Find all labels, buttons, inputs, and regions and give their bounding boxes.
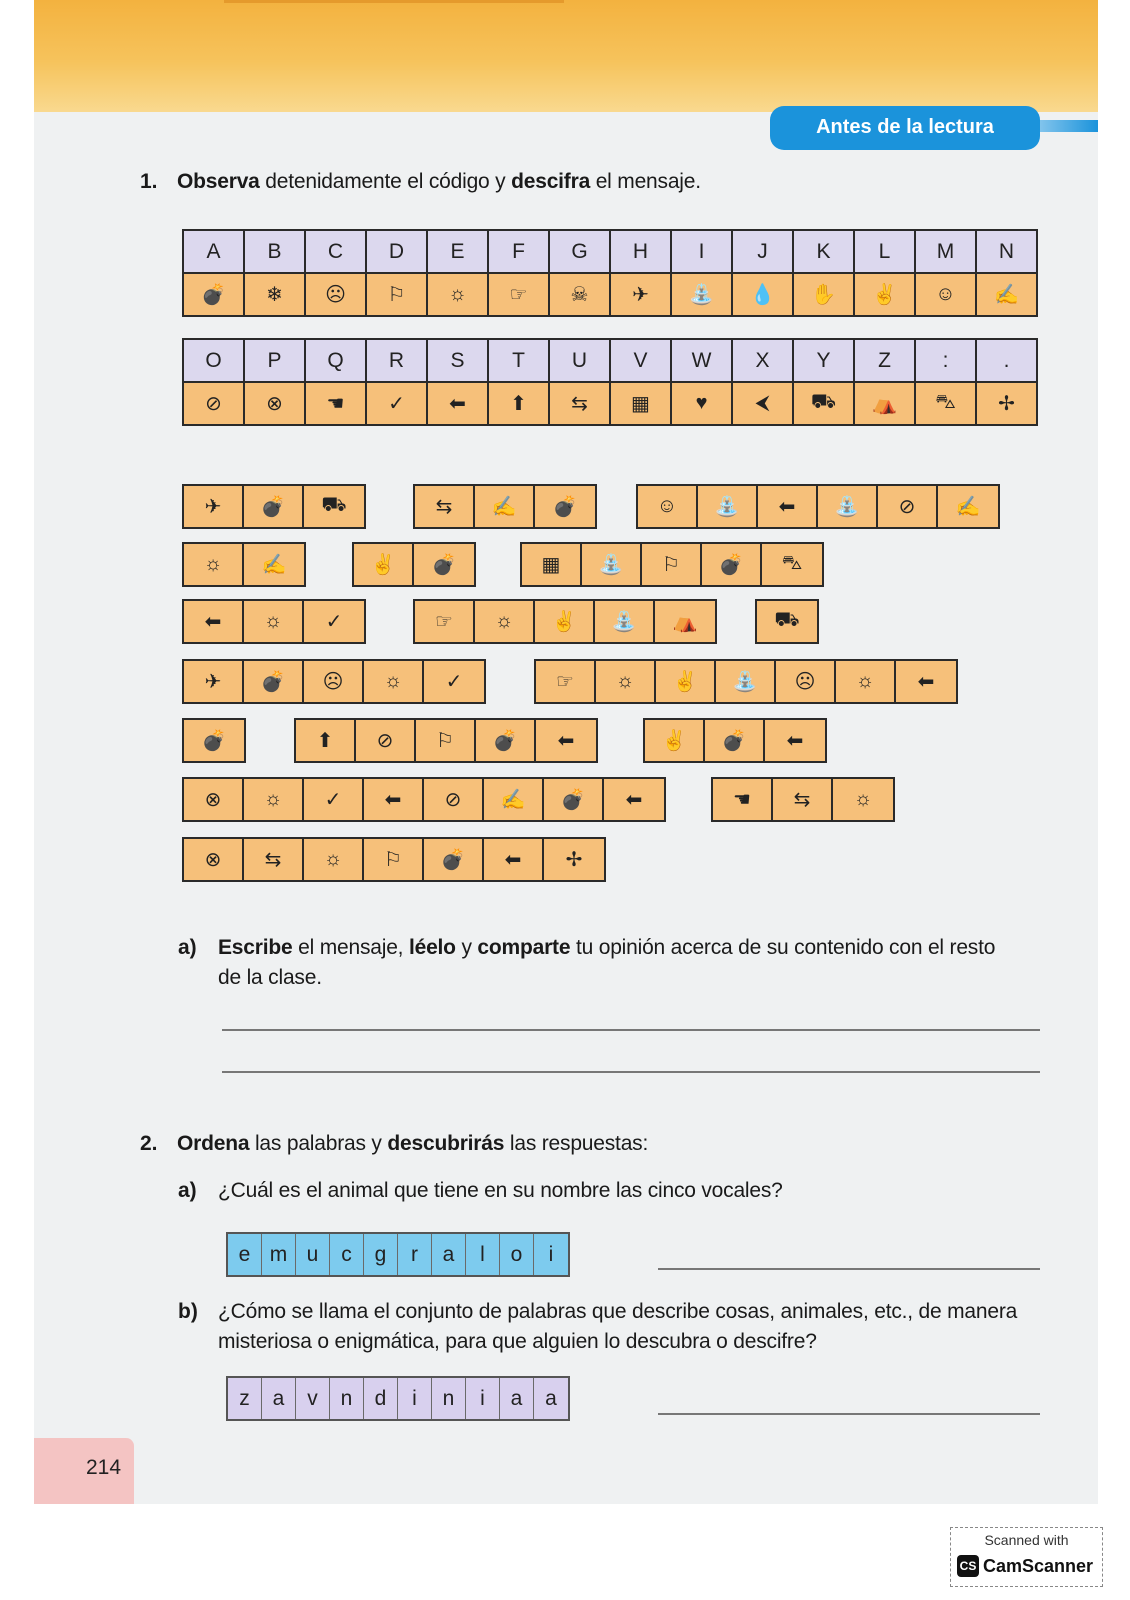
key-symbol-cell: ♥ [671,382,732,425]
key-letter-cell: E [427,230,488,273]
encoded-word [520,542,824,587]
key-symbol-cell: ☺ [915,273,976,316]
header-band [34,0,1098,112]
key-symbol-cell: ⮜ [732,382,793,425]
encoded-symbol: 💣 [702,544,762,585]
encoded-word [711,777,895,822]
scrambled-letter: a [262,1378,296,1419]
encoded-symbol: ✍ [261,554,287,576]
key-symbol-cell: ⇆ [549,382,610,425]
encoded-symbol: ⛲ [716,661,776,702]
key-letter-cell: S [427,339,488,382]
encoded-symbol: ✍ [475,486,535,527]
encoded-symbol: ✍ [484,779,544,820]
encoded-symbol: ⬅ [364,779,424,820]
encoded-symbol: ⛺ [672,611,698,633]
encoded-symbol: ☼ [184,544,244,585]
key-symbol-cell: ✍ [976,273,1037,316]
encoded-symbol: ✌ [354,544,414,585]
key-symbol-cell: ❄ [244,273,305,316]
encoded-symbol: ☼ [364,661,424,702]
scrambled-letter: z [228,1378,262,1419]
key-letter-cell: I [671,230,732,273]
key-symbol-cell: ☞ [488,273,549,316]
encoded-symbol: ⊘ [424,779,484,820]
section-tab: Antes de la lectura [770,106,1040,150]
encoded-symbol: 💣 [476,720,536,761]
key-symbol-cell: ☼ [427,273,488,316]
encoded-symbol: 💣 [424,839,484,880]
key-letter-cell: R [366,339,427,382]
key-symbol-cell: ✌ [854,273,915,316]
encoded-word [294,718,598,763]
encoded-symbol: ⛲ [595,601,655,642]
encoded-symbol: ✌ [535,601,595,642]
encoded-symbol: ⬅ [484,839,544,880]
key-letter-cell: L [854,230,915,273]
key-letter-cell: B [244,230,305,273]
scrambled-letter: i [466,1378,500,1419]
key-symbol-cell: 💣 [183,273,244,316]
q1-instruction: Observa detenidamente el código y descifra el mensaje. [177,170,701,193]
key-letter-cell: V [610,339,671,382]
encoded-symbol: ✍ [955,496,981,518]
encoded-symbol: ⛟ [321,494,347,516]
encoded-symbol: ✌ [645,720,705,761]
encoded-symbol: ⬅ [625,789,643,811]
key-symbol-cell: ☹ [305,273,366,316]
encoded-symbol: ✓ [445,671,463,693]
encoded-symbol: ⇆ [244,839,304,880]
key-symbol-cell: ⊗ [244,382,305,425]
key-symbol-cell: ⚐ [366,273,427,316]
key-letter-cell: Y [793,339,854,382]
encoded-symbol: 💣 [552,496,578,518]
scrambled-letter: m [262,1234,296,1275]
encoded-symbol: ☼ [596,661,656,702]
encoded-symbol: ⊗ [184,779,244,820]
answer-line-2[interactable] [222,1071,1040,1073]
scrambled-letter: r [398,1234,432,1275]
scrambled-letter: a [500,1378,534,1419]
key-symbol-cell: 💧 [732,273,793,316]
encoded-symbol: ☞ [415,601,475,642]
scrambled-letter: v [296,1378,330,1419]
scrambled-letter: i [548,1242,554,1266]
key-letter-cell: X [732,339,793,382]
scrambled-letter: o [500,1234,534,1275]
key-symbol-cell: ⛺ [854,382,915,425]
q2a-question: ¿Cuál es el animal que tiene en su nombre las cinco vocales? [218,1179,783,1202]
encoded-symbol: ⊗ [184,839,244,880]
encoded-symbol: ⬅ [917,671,935,693]
camscanner-name: CamScanner [983,1555,1094,1576]
answer-line-1[interactable] [222,1029,1040,1031]
scrambled-letter: d [364,1378,398,1419]
key-symbol-cell: ✢ [976,382,1037,425]
encoded-symbol: ☼ [244,601,304,642]
key-symbol-cell: ⛟ [793,382,854,425]
key-letter-cell: J [732,230,793,273]
camscanner-badge [950,1527,1103,1587]
key-symbol-cell: ⬅ [427,382,488,425]
encoded-symbol: 💣 [705,720,765,761]
encoded-symbol: ⛲ [582,544,642,585]
scrambled-letters-a [226,1232,570,1277]
encoded-symbol: ✓ [304,779,364,820]
key-symbol-cell: ⛲ [671,273,732,316]
tab-stripe [1034,120,1098,132]
key-symbol-cell: ☚ [305,382,366,425]
scrambled-letter: g [364,1234,398,1275]
encoded-symbol: ✈ [184,486,244,527]
key-letter-cell: C [305,230,366,273]
encoded-symbol: 💣 [544,779,604,820]
encoded-symbol: ☼ [475,601,535,642]
key-letter-cell: H [610,230,671,273]
key-letter-cell: O [183,339,244,382]
key-letter-cell: W [671,339,732,382]
key-letter-cell: . [976,339,1037,382]
encoded-symbol: ⬅ [557,730,575,752]
encoded-symbol: ☹ [776,661,836,702]
encoded-word [755,599,819,644]
encoded-word [413,599,717,644]
encoded-word [182,659,486,704]
scrambled-letters-b [226,1376,570,1421]
encoded-word [643,718,827,763]
scrambled-letter: n [330,1378,364,1419]
encoded-symbol: ☞ [536,661,596,702]
answer-line-q2a[interactable] [658,1268,1040,1270]
encoded-word [182,777,666,822]
encoded-symbol: ☼ [244,779,304,820]
key-symbol-cell: ⬆ [488,382,549,425]
encoded-symbol: ⬆ [296,720,356,761]
scrambled-letter: a [432,1234,466,1275]
encoded-symbol: ⛍ [781,552,803,574]
q2b-label: b) [178,1300,198,1323]
scrambled-letter: c [330,1234,364,1275]
key-letter-cell: : [915,339,976,382]
encoded-symbol: ⊘ [878,486,938,527]
encoded-symbol: ▦ [522,544,582,585]
encoded-word [636,484,1000,529]
key-letter-cell: Q [305,339,366,382]
encoded-symbol: ⇆ [773,779,833,820]
encoded-word [182,542,306,587]
encoded-symbol: ⬅ [758,486,818,527]
encoded-symbol: ⇆ [415,486,475,527]
encoded-word [182,837,606,882]
encoded-symbol: ⛲ [818,486,878,527]
q2-number: 2. [140,1132,158,1155]
encoded-symbol: ⬅ [786,730,804,752]
key-letter-cell: K [793,230,854,273]
encoded-symbol: ✌ [656,661,716,702]
q1-number: 1. [140,170,158,193]
answer-line-q2b[interactable] [658,1413,1040,1415]
encoded-symbol: ☼ [304,839,364,880]
scrambled-letter: l [466,1234,500,1275]
encoded-symbol: 💣 [244,661,304,702]
encoded-symbol: ⚐ [642,544,702,585]
key-letter-cell: M [915,230,976,273]
q1a-text: Escribe el mensaje, léelo y comparte tu opinión acerca de su contenido con el resto de la clase. [218,936,996,989]
encoded-symbol: ⚐ [364,839,424,880]
key-letter-cell: D [366,230,427,273]
encoded-word [352,542,476,587]
encoded-word [182,718,246,763]
encoded-symbol: ☚ [713,779,773,820]
q2a-label: a) [178,1179,197,1202]
scrambled-letter: e [228,1234,262,1275]
key-symbol-cell: ☠ [549,273,610,316]
key-letter-cell: F [488,230,549,273]
encoded-symbol: ⬅ [184,601,244,642]
key-letter-cell: T [488,339,549,382]
encoded-symbol: ✢ [565,849,583,871]
key-letter-cell: G [549,230,610,273]
cipher-key-table-1 [182,229,1038,317]
key-symbol-cell: ✓ [366,382,427,425]
key-letter-cell: N [976,230,1037,273]
key-symbol-cell: ▦ [610,382,671,425]
encoded-symbol: ⛲ [698,486,758,527]
key-letter-cell: U [549,339,610,382]
q1a-label: a) [178,936,197,959]
q2b-question: ¿Cómo se llama el conjunto de palabras que describe cosas, animales, etc., de manera misteriosa o enigmática, para que alguien lo descubra o descifre? [218,1300,1018,1353]
key-letter-cell: A [183,230,244,273]
key-symbol-cell: ✈ [610,273,671,316]
encoded-word [413,484,597,529]
encoded-symbol: ☺ [638,486,698,527]
encoded-symbol: ⚐ [416,720,476,761]
scrambled-letter: a [545,1386,557,1410]
camscanner-logo-icon: CS [957,1555,979,1577]
key-symbol-cell: ✋ [793,273,854,316]
key-symbol-cell: ⛍ [915,382,976,425]
key-symbol-cell: ⊘ [183,382,244,425]
encoded-word [182,599,366,644]
q2-instruction: Ordena las palabras y descubrirás las respuestas: [177,1132,649,1155]
page-number: 214 [86,1456,122,1479]
encoded-symbol: 💣 [431,554,457,576]
scrambled-letter: u [296,1234,330,1275]
encoded-symbol: ☹ [304,661,364,702]
encoded-symbol: ☼ [853,788,873,810]
encoded-symbol: ✓ [325,611,343,633]
encoded-word [182,484,366,529]
encoded-symbol: ⛟ [774,609,800,631]
encoded-symbol: 💣 [244,486,304,527]
encoded-word [534,659,958,704]
encoded-symbol: ⊘ [356,720,416,761]
scrambled-letter: i [398,1378,432,1419]
encoded-symbol: ☼ [836,661,896,702]
scrambled-letter: n [432,1378,466,1419]
encoded-symbol: 💣 [201,730,227,752]
key-letter-cell: Z [854,339,915,382]
scanned-with-text: Scanned with [984,1532,1069,1548]
cipher-key-table-2 [182,338,1038,426]
key-letter-cell: P [244,339,305,382]
encoded-symbol: ✈ [184,661,244,702]
